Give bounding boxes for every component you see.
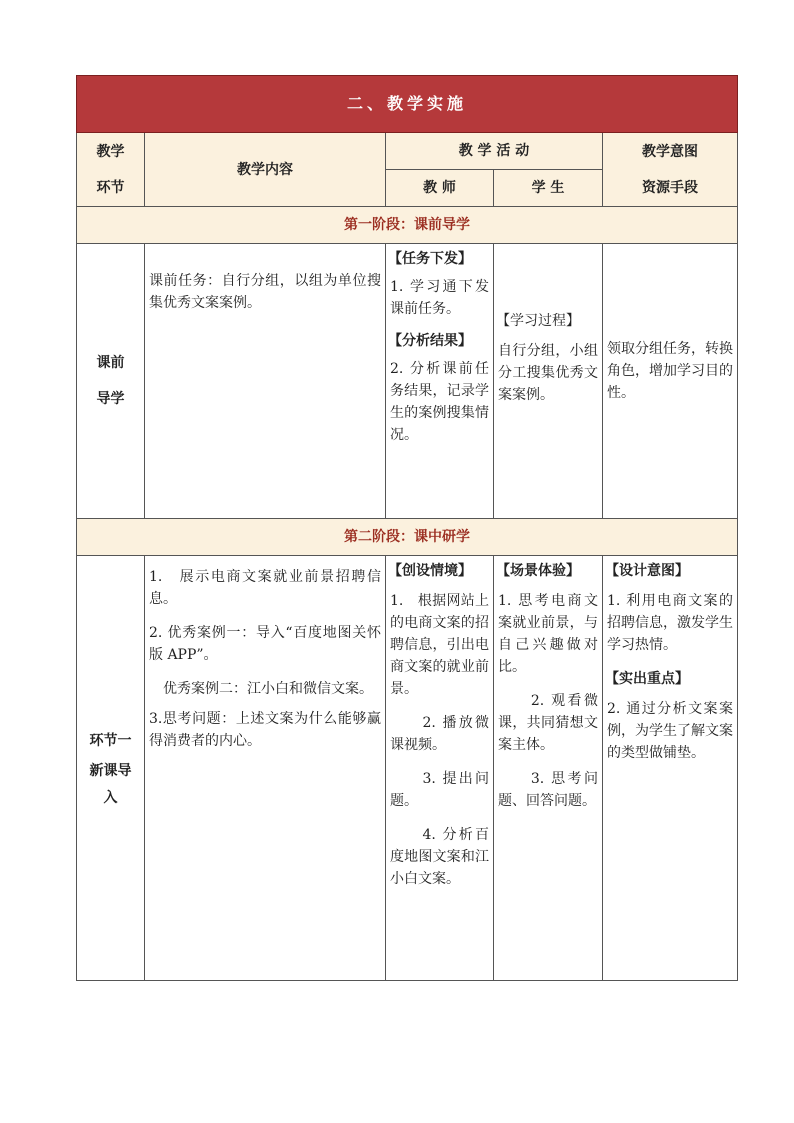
stage1-intent-cell <box>603 244 738 519</box>
stage2-teacher-text-3: 3. 提出问题。 <box>390 771 489 809</box>
stage2-intent-cell <box>603 556 738 981</box>
stage2-intent-text-1: 1. 利用电商文案的招聘信息，激发学生学习热情。 <box>607 593 733 653</box>
stage2-student-text-1: 1. 思考电商文案就业前景，与自己兴趣做对比。 <box>498 593 598 675</box>
stage1-teacher-cell <box>386 244 494 519</box>
stage1-teacher-heading-2: 【分析结果】 <box>388 333 472 349</box>
stage1-student-heading: 【学习过程】 <box>496 313 580 329</box>
stage2-student-text-3: 3. 思考问题、回答问题。 <box>498 771 598 809</box>
stage1-teacher-text-2: 2. 分析课前任务结果，记录学生的案例搜集情况。 <box>390 361 489 443</box>
header-segment-line2: 环节 <box>96 179 125 196</box>
stage2-teacher-heading: 【创设情境】 <box>388 563 472 579</box>
header-intent-line2: 资源手段 <box>642 179 698 196</box>
stage1-student-cell <box>494 244 603 519</box>
header-content: 教学内容 <box>145 133 386 207</box>
teaching-plan-table <box>76 75 738 981</box>
stage2-teacher-text-2: 2. 播放微课视频。 <box>390 715 489 753</box>
stage1-student-text: 自行分组，小组分工搜集优秀文案案例。 <box>498 343 598 403</box>
stage2-student-text-2: 2. 观看微课，共同猜想文案主体。 <box>498 693 598 753</box>
stage2-teacher-cell <box>386 556 494 981</box>
stage1-content: 课前任务：自行分组，以组为单位搜集优秀文案案例。 <box>149 273 381 311</box>
header-segment-line1: 教学 <box>96 143 125 160</box>
header-student: 学 生 <box>494 170 603 207</box>
stage2-student-cell <box>494 556 603 981</box>
stage1-content-cell <box>145 244 386 519</box>
stage2-intent-heading-2: 【实出重点】 <box>605 671 689 687</box>
stage2-segment-line1: 环节一 <box>89 733 132 749</box>
stage2-student-heading: 【场景体验】 <box>496 563 580 579</box>
stage2-content-3: 优秀案例二：江小白和微信文案。 <box>149 681 373 697</box>
stage1-segment <box>77 244 145 519</box>
stage1-segment-line1: 课前 <box>96 355 125 371</box>
header-activity: 教 学 活 动 <box>386 133 603 170</box>
stage2-intent-heading-1: 【设计意图】 <box>605 563 689 579</box>
stage2-content-cell <box>145 556 386 981</box>
stage2-segment-line3: 入 <box>103 790 118 806</box>
header-intent-line1: 教学意图 <box>642 143 698 160</box>
stage2-intent-text-2: 2. 通过分析文案案例，为学生了解文案的类型做铺垫。 <box>607 701 733 761</box>
stage1-teacher-heading-1: 【任务下发】 <box>388 251 472 267</box>
stage2-segment <box>77 556 145 981</box>
stage1-intent-text: 领取分组任务，转换角色，增加学习目的性。 <box>607 341 733 401</box>
header-intent <box>603 133 738 207</box>
header-segment <box>77 133 145 207</box>
stage2-teacher-text-4: 4. 分析百度地图文案和江小白文案。 <box>390 827 489 887</box>
stage2-teacher-text-1: 1. 根据网站上的电商文案的招聘信息，引出电商文案的就业前景。 <box>390 593 489 697</box>
section-banner: 二、教学实施 <box>77 76 738 133</box>
stage2-content-4: 3.思考问题：上述文案为什么能够赢得消费者的内心。 <box>149 711 381 749</box>
stage1-title: 第一阶段：课前导学 <box>77 207 738 244</box>
stage2-segment-line2: 新课导 <box>89 763 132 779</box>
lesson-plan-document <box>76 75 737 981</box>
stage2-content-2: 2. 优秀案例一：导入“百度地图关怀版 APP”。 <box>149 625 381 663</box>
stage2-title: 第二阶段：课中研学 <box>77 519 738 556</box>
stage1-teacher-text-1: 1. 学习通下发课前任务。 <box>390 279 489 317</box>
stage1-segment-line2: 导学 <box>96 391 125 407</box>
header-teacher: 教 师 <box>386 170 494 207</box>
stage2-content-1: 1. 展示电商文案就业前景招聘信息。 <box>149 569 381 607</box>
